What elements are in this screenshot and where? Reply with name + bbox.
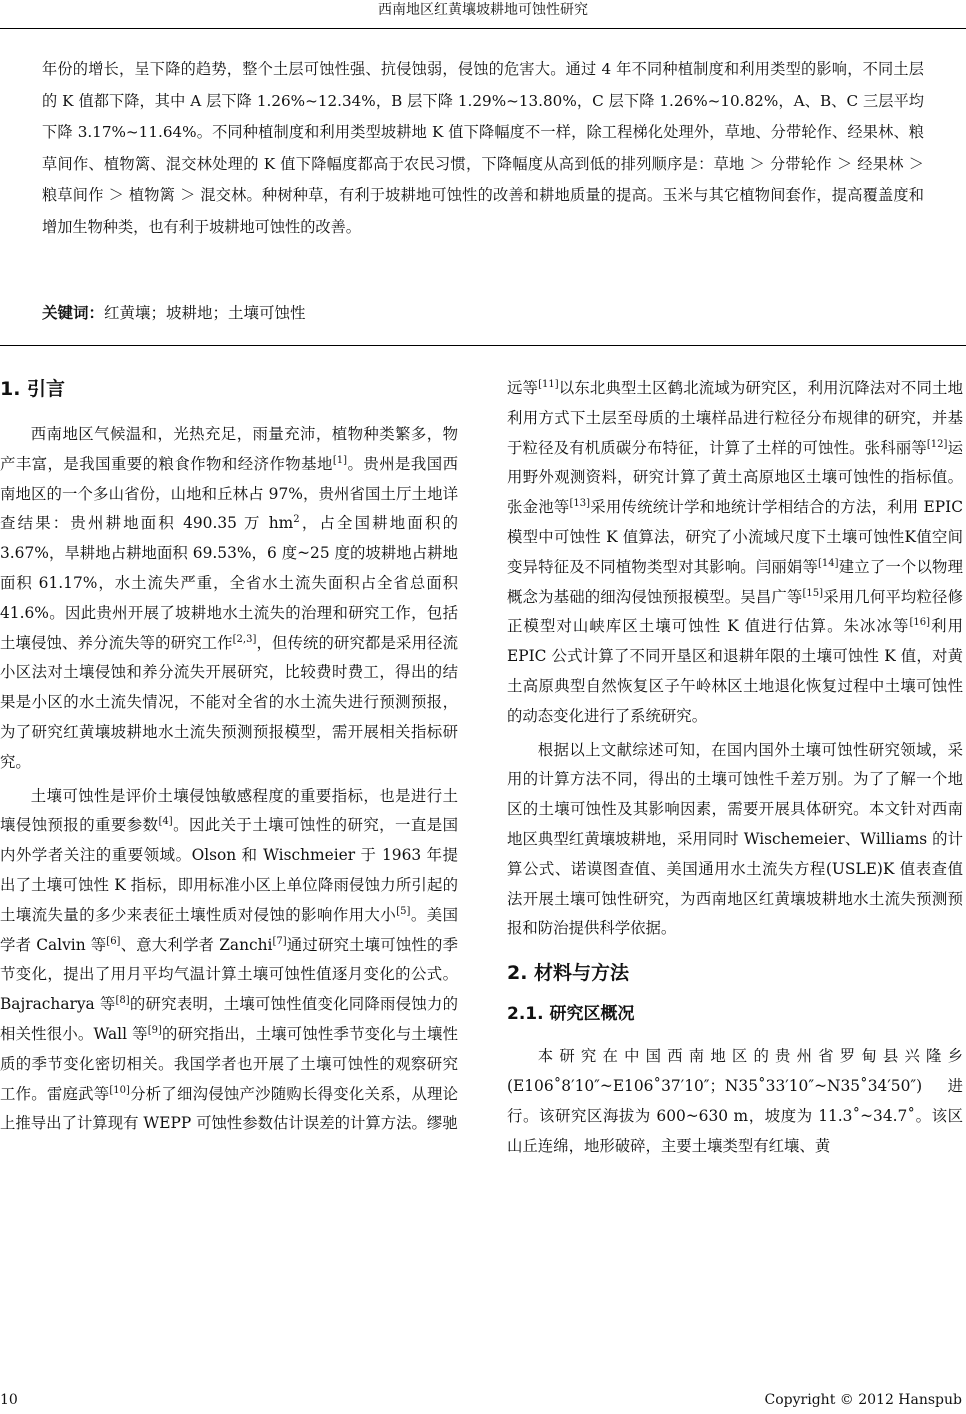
citation: [11] [538, 378, 559, 390]
abstract [42, 54, 924, 243]
text-run: 。美国学者 Calvin 等 [0, 905, 458, 954]
citation: [8] [115, 995, 130, 1007]
citation: [4] [158, 816, 173, 828]
section-heading-introduction: 1. 引言 [0, 378, 66, 400]
text-run: 采用传统统计学和地统计学相结合的方法，利用 EPIC 模型中可蚀性 K 值算法，研究了小流域尺度下土壤可蚀性K值空间变异特征及不同植物类型对其影响。闫丽娟等 [507, 498, 963, 576]
keywords-text: 红黄壤；坡耕地；土壤可蚀性 [104, 304, 306, 322]
right-column [507, 374, 963, 1161]
intro-paragraph-2 [0, 782, 458, 1140]
citation: [16] [909, 617, 931, 629]
keywords-label: 关键词： [42, 304, 105, 322]
text-run: 运用野外观测资料，研究计算了黄土高原地区土壤可蚀性的指标值。张金池等 [507, 438, 963, 517]
citation: [7] [272, 935, 287, 947]
intro-paragraph-1 [0, 420, 458, 778]
text-run: 的研究表明，土壤可蚀性值变化同降雨侵蚀力的相关性很小。Wall 等 [0, 995, 458, 1043]
text-run: 分析了细沟侵蚀产沙随购长得变化关系，从理论上推导出了计算现有 WEPP 可蚀性参数估计误差的计算方法。缪驰 [0, 1084, 458, 1133]
text-run: 利用 EPIC 公式计算了不同开垦区和退耕年限的土壤可蚀性 K 值，对黄土高原典型自然恢复区子午岭林区土地退化恢复过程中土壤可蚀性的动态变化进行了系统研究。 [507, 617, 963, 725]
citation: [15] [802, 587, 824, 599]
text-run: 以东北典型土区鹤北流域为研究区，利用沉降法对不同土地利用方式下土层至母质的土壤样品进行粒径分布规律的研究，并基于粒径及有机质碳分布特征，计算了土样的可蚀性。张科丽等 [507, 379, 963, 457]
citation: [14] [818, 557, 839, 569]
citation: [10] [109, 1084, 130, 1096]
citation: [13] [569, 498, 591, 510]
intro-paragraph-2-continued [507, 374, 963, 732]
running-head [0, 0, 966, 29]
running-title: 西南地区红黄壤坡耕地可蚀性研究 [378, 2, 588, 18]
text-run: 的研究指出，土壤可蚀性季节变化与土壤性质的季节变化密切相关。我国学者也开展了土壤可蚀性的观察研究工作。雷庭武等 [0, 1024, 458, 1103]
study-area-paragraph: 本研究在中国西南地区的贵州省罗甸县兴隆乡(E106˚8′10″~E106˚37′10″；N35˚33′10″~N35˚34′50″)进行。该研究区海拔为 600~630 m，坡度为 11.3˚~34.7˚。该区山丘连绵，地形破碎，主要土壤类型有红壤、黄 [507, 1047, 963, 1155]
citation: [5] [396, 905, 411, 917]
page-number: 10 [0, 1392, 18, 1408]
citation: [2,3] [232, 633, 257, 645]
text-run: 、意大利学者 Zanchi [120, 935, 273, 954]
text-run: 通过研究土壤可蚀性的季节变化，提出了用月平均气温计算土壤可蚀性值逐月变化的公式。Bajracharya 等 [0, 935, 458, 1014]
text-run: 。因此关于土壤可蚀性的研究，一直是国内外学者关注的重要领域。Olson 和 Wischmeier 于 1963 年提出了土壤可蚀性 K 指标，即用标准小区上单位降雨侵蚀力所引起的土壤流失量的多少来表征土壤性质对侵蚀的影响作用大小 [0, 816, 458, 924]
left-column [0, 372, 458, 1139]
text-run: 采用几何平均粒径修正模型对山峡库区土壤可蚀性 K 值进行估算。朱冰冰等 [507, 587, 963, 636]
text-run: 土壤可蚀性是评价土壤侵蚀敏感程度的重要指标，也是进行土壤侵蚀预报的重要参数 [0, 786, 458, 835]
text-run: 。贵州是我国西南地区的一个多山省份，山地和丘林占 97%，贵州省国土厅土地详查结果：贵州耕地面积 490.35 万 hm [0, 454, 458, 533]
copyright: Copyright © 2012 Hanspub [764, 1392, 962, 1408]
section-heading-methods: 2. 材料与方法 [507, 962, 630, 985]
subsection-heading-study-area: 2.1. 研究区概况 [507, 1004, 635, 1025]
text-run: 建立了一个以物理概念为基础的细沟侵蚀预报模型。吴昌广等 [507, 557, 963, 606]
abstract-text: 年份的增长，呈下降的趋势，整个土层可蚀性强、抗侵蚀弱，侵蚀的危害大。通过 4 年不同种植制度和利用类型的影响，不同土层的 K 值都下降，其中 A 层下降 1.26%~12.34%，B 层下降 1.29%~13.80%，C 层下降 1.26%~10.82%，A、B、C 三层平均下降 3.17%~11.64%。不同种植制度和利用类型坡耕地 K 值下降幅度不一样，除工程梯化处理外，草地、分带轮作、经果林、粮草间作、植物篱、混交林处理的 K 值下降幅度都高于农民习惯，下降幅度从高到低的排列顺序是：草地 ＞ 分带轮作 ＞ 经果林 ＞ 粮草间作 ＞ 植物篱 ＞ 混交林。种树种草，有利于坡耕地可蚀性的改善和耕地质量的提高。玉米与其它植物间套作，提高覆盖度和增加生物种类，也有利于坡耕地可蚀性的改善。 [42, 60, 924, 236]
text-run: 西南地区气候温和，光热充足，雨量充沛，植物种类繁多，物产丰富，是我国重要的粮食作物和经济作物基地 [0, 425, 458, 473]
text-run: 远等 [507, 379, 539, 397]
citation: [6] [106, 935, 121, 947]
superscript: 2 [293, 514, 300, 526]
divider-line [0, 345, 966, 346]
text-run: ，占全国耕地面积的 3.67%，旱耕地占耕地面积 69.53%，6 度~25 度的坡耕地占耕地面积 61.17%，水土流失严重，全省水土流失面积占全省总面积 41.6%。因此贵州开展了坡耕地水土流失的治理和研究工作，包括土壤侵蚀、养分流失等的研究工作 [0, 514, 458, 652]
citation: [1] [332, 454, 348, 466]
keywords [42, 298, 924, 328]
intro-paragraph-3: 根据以上文献综述可知，在国内国外土壤可蚀性研究领域，采用的计算方法不同，得出的土壤可蚀性千差万别。为了了解一个地区的土壤可蚀性及其影响因素，需要开展具体研究。本文针对西南地区典型红黄壤坡耕地，采用同时 Wischemeier、Williams 的计算公式、诺谟图查值、美国通用水土流失方程(USLE)K 值表查值法开展土壤可蚀性研究，为西南地区红黄壤坡耕地水土流失预测预报和防治提供科学依据。 [507, 740, 963, 938]
citation: [12] [926, 438, 948, 450]
citation: [9] [147, 1024, 162, 1036]
text-run: ，但传统的研究都是采用径流小区法对土壤侵蚀和养分流失开展研究，比较费时费工，得出的结果是小区的水土流失情况，不能对全省的水土流失进行预测预报，为了研究红黄壤坡耕地水土流失预测预报模型，需开展相关指标研究。 [0, 633, 458, 771]
